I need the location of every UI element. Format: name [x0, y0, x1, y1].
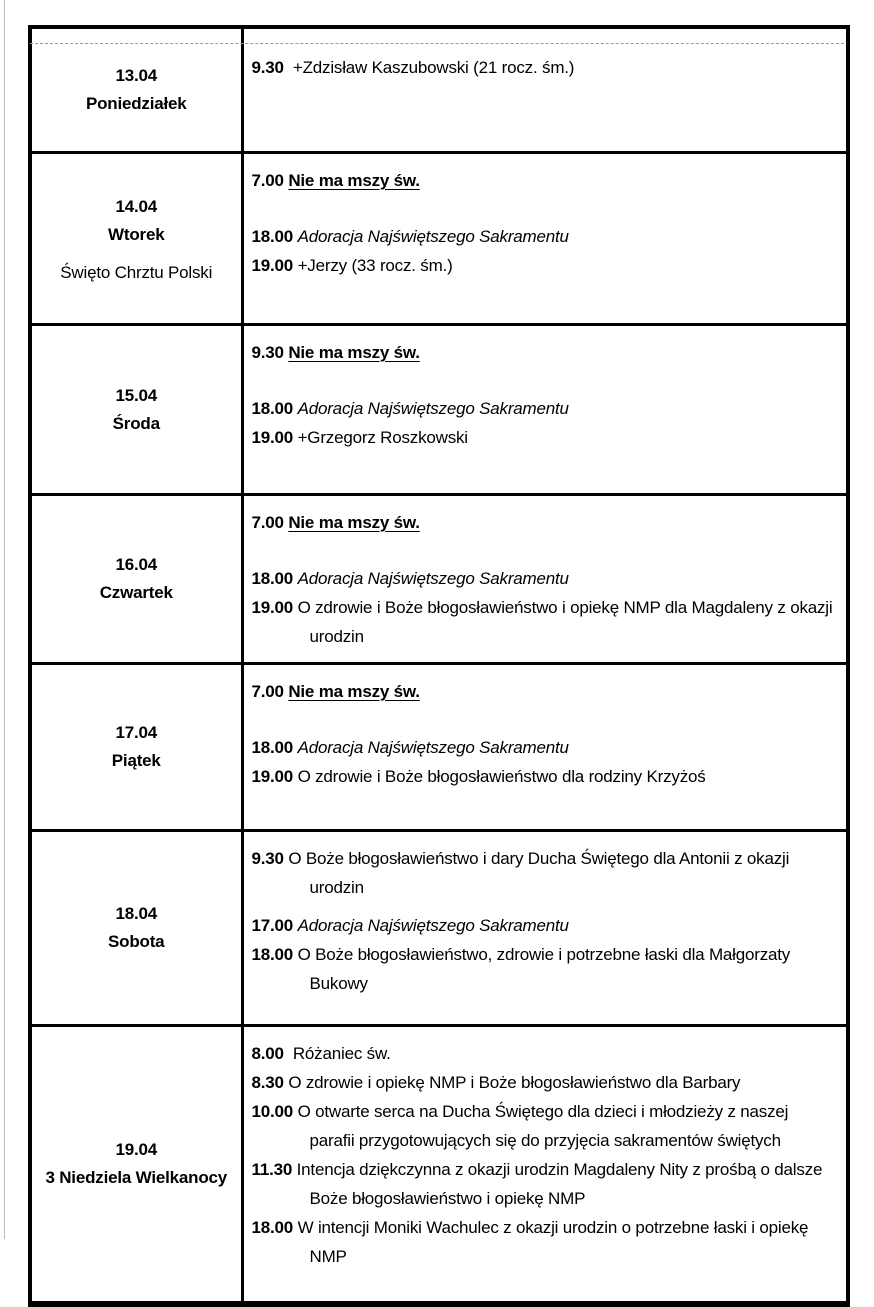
- date-label: 14.04: [115, 196, 158, 216]
- day-name-label: Poniedziałek: [85, 94, 187, 113]
- mass-intention-entry: [252, 1155, 835, 1213]
- mass-intentions-cell: [242, 664, 848, 831]
- mass-intention-text: +Jerzy (33 rocz. śm.): [297, 256, 453, 275]
- mass-time: 18.00: [251, 227, 294, 246]
- day-cell: [30, 325, 242, 495]
- mass-intention-entry: [252, 762, 835, 791]
- mass-intention-entry: [252, 844, 835, 902]
- mass-intentions-cell: [242, 325, 848, 495]
- date-label: 13.04: [115, 66, 158, 85]
- mass-intention-entry: [252, 222, 835, 251]
- blank-line-spacer: [252, 706, 835, 733]
- table-row: [30, 325, 848, 495]
- mass-time: 19.00: [251, 428, 294, 447]
- page-edge-guide-line: [4, 0, 5, 1239]
- mass-intention-text: Adoracja Najświętszego Sakramentu: [297, 569, 569, 588]
- day-name-label: Sobota: [108, 932, 165, 951]
- mass-schedule-table: [28, 25, 850, 1307]
- blank-line-spacer: [252, 195, 835, 222]
- blank-line-spacer: [252, 367, 835, 394]
- mass-intention-text: O Boże błogosławieństwo, zdrowie i potrzebne łaski dla Małgorzaty Bukowy: [297, 945, 795, 993]
- no-mass-notice: Nie ma mszy św.: [288, 682, 420, 701]
- date-label: 17.04: [115, 723, 158, 742]
- mass-intention-entry: [252, 1097, 835, 1155]
- mass-time: 18.00: [251, 738, 294, 757]
- day-name-label: Wtorek: [108, 224, 165, 244]
- table-row: [30, 1026, 848, 1305]
- mass-intentions-cell: [242, 1026, 848, 1305]
- mass-intentions-cell: [242, 831, 848, 1026]
- mass-intentions-cell: [242, 495, 848, 664]
- no-mass-notice: Nie ma mszy św.: [288, 513, 420, 532]
- mass-intention-text: O zdrowie i opiekę NMP i Boże błogosławieństwo dla Barbary: [288, 1073, 741, 1092]
- mass-intention-text: +Grzegorz Roszkowski: [297, 428, 468, 447]
- blank-line-spacer: [252, 537, 835, 564]
- day-name-label: 3 Niedziela Wielkanocy: [45, 1168, 228, 1187]
- mass-intention-entry: [252, 940, 835, 998]
- mass-intention-text: W intencji Moniki Wachulec z okazji urodzin o potrzebne łaski i opiekę NMP: [297, 1218, 813, 1266]
- mass-intention-entry: [252, 53, 835, 82]
- mass-intention-entry: [252, 733, 835, 762]
- mass-intention-text: Adoracja Najświętszego Sakramentu: [297, 916, 569, 935]
- day-cell: [30, 495, 242, 664]
- mass-intention-entry: [252, 593, 835, 651]
- mass-time: 17.00: [251, 916, 294, 935]
- mass-intentions-cell: [242, 153, 848, 325]
- day-name-label: Czwartek: [99, 583, 173, 602]
- day-cell: [30, 831, 242, 1026]
- mass-intention-entry: [252, 1039, 835, 1068]
- date-label: 18.04: [115, 904, 158, 923]
- day-cell: [30, 27, 242, 153]
- mass-intention-text: O Boże błogosławieństwo i dary Ducha Świętego dla Antonii z okazji urodzin: [288, 849, 794, 897]
- mass-intention-entry: [252, 677, 835, 706]
- table-row: [30, 27, 848, 153]
- feast-label: Święto Chrztu Polski: [60, 262, 213, 282]
- date-label: 15.04: [115, 385, 158, 405]
- mass-intention-text: O zdrowie i Boże błogosławieństwo dla rodziny Krzyżoś: [297, 767, 706, 786]
- mass-intention-text: Różaniec św.: [288, 1044, 391, 1063]
- mass-time: 8.00: [251, 1044, 284, 1063]
- mass-intention-entry: [252, 1068, 835, 1097]
- day-name-label: Piątek: [111, 751, 161, 770]
- date-label: 16.04: [115, 555, 158, 574]
- mass-intention-text: O otwarte serca na Ducha Świętego dla dzieci i młodzieży z naszej parafii przygotowujących się do przyjęcia sakramentów świętych: [297, 1102, 793, 1150]
- mass-time: 7.00: [251, 682, 284, 701]
- mass-time: 7.00: [251, 171, 284, 190]
- mass-time: 18.00: [251, 945, 294, 964]
- mass-intention-text: Adoracja Najświętszego Sakramentu: [297, 227, 569, 246]
- blank-line-spacer: [252, 902, 835, 911]
- mass-time: 9.30: [251, 849, 284, 868]
- day-name-label: Środa: [112, 413, 160, 433]
- table-row: [30, 153, 848, 325]
- mass-time: 8.30: [251, 1073, 284, 1092]
- mass-intention-text: Adoracja Najświętszego Sakramentu: [297, 399, 569, 418]
- mass-intentions-cell: [242, 27, 848, 153]
- no-mass-notice: Nie ma mszy św.: [288, 343, 420, 362]
- mass-time: 19.00: [251, 767, 294, 786]
- day-cell: [30, 664, 242, 831]
- schedule-container: [28, 25, 846, 1307]
- mass-intention-entry: [252, 508, 835, 537]
- mass-intention-text: O zdrowie i Boże błogosławieństwo i opiekę NMP dla Magdaleny z okazji urodzin: [297, 598, 837, 646]
- mass-time: 9.30: [251, 343, 284, 362]
- mass-intention-entry: [252, 564, 835, 593]
- day-cell: [30, 153, 242, 325]
- day-cell: [30, 1026, 242, 1305]
- mass-time: 11.30: [251, 1160, 293, 1179]
- mass-intention-entry: [252, 1213, 835, 1271]
- mass-intention-entry: [252, 394, 835, 423]
- mass-time: 19.00: [251, 256, 294, 275]
- mass-intention-entry: [252, 338, 835, 367]
- no-mass-notice: Nie ma mszy św.: [288, 171, 420, 190]
- table-row: [30, 664, 848, 831]
- mass-time: 7.00: [251, 513, 284, 532]
- mass-intention-entry: [252, 251, 835, 280]
- mass-time: 18.00: [251, 399, 294, 418]
- mass-time: 18.00: [251, 569, 294, 588]
- mass-time: 19.00: [251, 598, 294, 617]
- mass-intention-entry: [252, 166, 835, 195]
- table-row: [30, 831, 848, 1026]
- mass-intention-text: Intencja dziękczynna z okazji urodzin Magdaleny Nity z prośbą o dalsze Boże błogosławieństwo i opiekę NMP: [296, 1160, 827, 1208]
- mass-time: 10.00: [251, 1102, 294, 1121]
- mass-intention-entry: [252, 423, 835, 452]
- schedule-rows: [30, 27, 848, 1304]
- table-row: [30, 495, 848, 664]
- date-label: 19.04: [115, 1140, 158, 1159]
- mass-intention-text: Adoracja Najświętszego Sakramentu: [297, 738, 569, 757]
- mass-time: 9.30: [251, 58, 284, 77]
- mass-intention-text: +Zdzisław Kaszubowski (21 rocz. śm.): [288, 58, 575, 77]
- mass-time: 18.00: [251, 1218, 294, 1237]
- mass-intention-entry: [252, 911, 835, 940]
